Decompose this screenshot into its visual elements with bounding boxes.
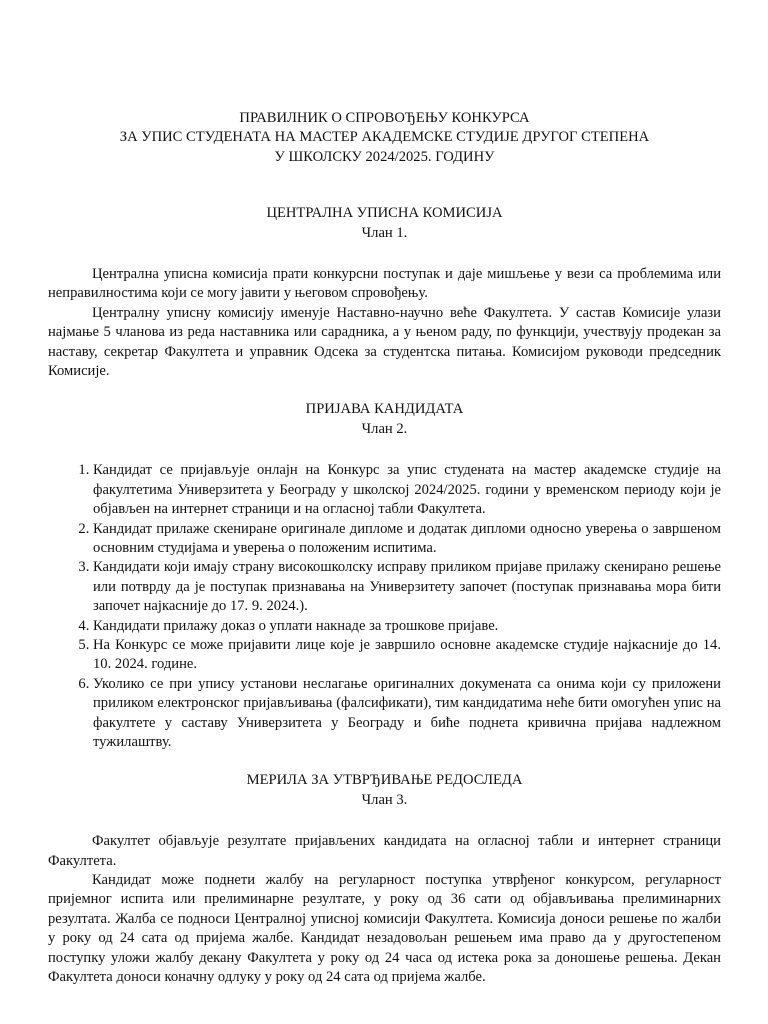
document-body — [48, 109, 721, 987]
article-number: Члан 1. — [361, 224, 408, 241]
paragraph: Кандидат може поднети жалбу на регуларност поступка утврђеног конкурсом, регуларност пријемног испита или прелиминарне резултате, у року од 36 сати од објављивања прелиминарних резултата. Жалба се подноси Централној уписној комисији Факултета. Комисија доноси решење по жалби у року од 24 сата од пријема жалбе. Кандидат незадовољан решењем има право да у другостепеном поступку уложи жалбу декану Факултета у року од 24 часа од истека рока за доношење решења. Декан Факултета доноси коначну одлуку у року од 24 сата од пријема жалбе. — [48, 872, 721, 986]
application-list — [48, 461, 721, 752]
title-line-2: ЗА УПИС СТУДЕНАТА НА МАСТЕР АКАДЕМСКЕ СТУДИЈЕ ДРУГОГ СТЕПЕНА — [119, 129, 650, 146]
list-item: 5. На Конкурс се може пријавити лице које је завршило основне академске студије најкасније до 14. 10. 2024. године. — [93, 636, 721, 675]
list-item: 3. Кандидати који имају страну високошколску исправу приликом пријаве прилажу скенирано решење или потврду да је поступак признавања на Универзитету започет (поступак признавања мора бити започет најкасније до 17. 9. 2024.). — [93, 558, 721, 616]
section-heading: ПРИЈАВА КАНДИДАТА — [305, 401, 464, 418]
section-commission — [48, 204, 721, 381]
list-item: 4. Кандидати прилажу доказ о уплати накнаде за трошкове пријаве. — [93, 617, 721, 636]
paragraph: Факултет објављује резултате пријављених кандидата на огласној табли и интернет страници Факултета. — [48, 833, 721, 869]
paragraph: Централна уписна комисија прати конкурсни поступак и даје мишљење у вези са проблемима или неправилностима који се могу јавити у његовом спровођењу. — [48, 266, 721, 302]
article-number: Члан 3. — [361, 791, 408, 808]
title-line-3: У ШКОЛСКУ 2024/2025. ГОДИНУ — [274, 148, 495, 165]
section-heading: МЕРИЛА ЗА УТВРЂИВАЊЕ РЕДОСЛЕДА — [246, 772, 523, 789]
list-item: 1. Кандидат се пријављује онлајн на Конкурс за упис студената на мастер академске студије на факултетима Универзитета у Београду у школској 2024/2025. години у временском периоду који је објављен на интернет страници и на огласној табли Факултета. — [93, 461, 721, 519]
section-criteria — [48, 771, 721, 987]
section-application — [48, 400, 721, 752]
paragraph: Централну уписну комисију именује Наставно-научно веће Факултета. У састав Комисије улази најмање 5 чланова из реда наставника или сарадника, а у њеном раду, по функцији, учествују продекан за наставу, секретар Факултета и управник Одсека за студентска питања. Комисијом руководи председник Комисије. — [48, 304, 721, 380]
list-item: 6. Уколико се при упису установи неслагање оригиналних докумената са онима који су приложени приликом електронског пријављивања (фалсификати), тим кандидатима неће бити омогућен упис на факултете у саставу Универзитета у Београду и биће поднета кривична пријава надлежном тужилаштву. — [93, 675, 721, 753]
title-line-1: ПРАВИЛНИК О СПРОВОЂЕЊУ КОНКУРСА — [239, 110, 530, 126]
document-title — [48, 109, 721, 167]
list-item: 2. Кандидат прилаже скениране оригинале дипломе и додатак дипломи односно уверења о завршеном основним студијама и уверења о положеним испитима. — [93, 520, 721, 559]
section-heading: ЦЕНТРАЛНА УПИСНА КОМИСИЈА — [266, 205, 503, 222]
article-number: Члан 2. — [361, 420, 408, 437]
